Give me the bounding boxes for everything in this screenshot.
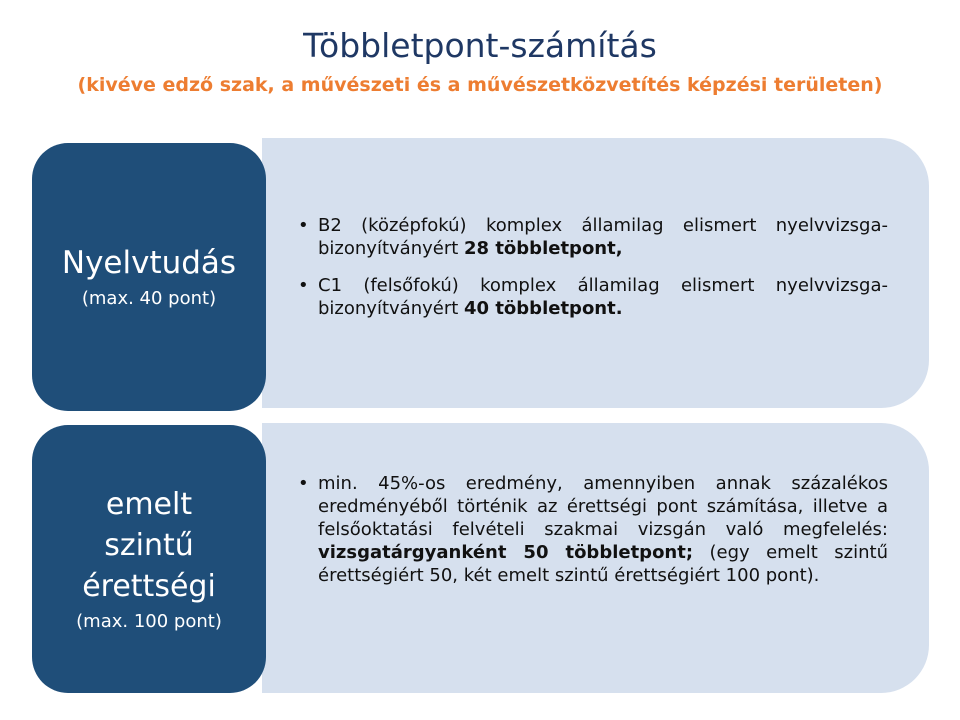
page-subtitle: (kivéve edző szak, a művészeti és a művészetközvetítés képzési területen)	[77, 74, 883, 96]
language-bullet-list	[318, 214, 888, 334]
b2-points: 28 többletpont,	[464, 238, 623, 259]
advanced-exam-note: (egy emelt szintű érettségiért 50, két emelt szintű érettségiért 100 pont).	[318, 542, 888, 586]
advanced-exam-label-line-3: érettségi	[82, 569, 216, 604]
list-item-b2	[318, 214, 888, 260]
advanced-exam-max-points: (max. 100 pont)	[76, 611, 222, 632]
advanced-exam-label-box	[32, 425, 266, 693]
b2-text: B2 (középfokú) komplex államilag elismert nyelvvizsga-bizonyítványért	[318, 215, 888, 259]
list-item-c1	[318, 274, 888, 320]
advanced-exam-label-line-1: emelt	[105, 487, 193, 522]
advanced-exam-text: min. 45%-os eredmény, amennyiben annak százalékos eredményéből történik az érettségi pont számítása, illetve a felsőoktatási felvételi szakmai vizsgán való megfelelés:	[318, 473, 888, 540]
advanced-exam-label-line-2: szintű	[104, 528, 194, 563]
page-title: Többletpont-számítás	[303, 26, 657, 65]
language-label: Nyelvtudás	[61, 245, 237, 281]
list-item-advanced-exam	[318, 472, 888, 587]
c1-points: 40 többletpont.	[464, 298, 623, 319]
language-label-box	[32, 143, 266, 411]
advanced-exam-bullet-list	[318, 472, 888, 601]
advanced-exam-points: vizsgatárgyanként 50 többletpont;	[318, 542, 694, 563]
c1-text: C1 (felsőfokú) komplex államilag elismert nyelvvizsga-bizonyítványért	[318, 275, 888, 319]
language-max-points: (max. 40 pont)	[81, 288, 217, 309]
